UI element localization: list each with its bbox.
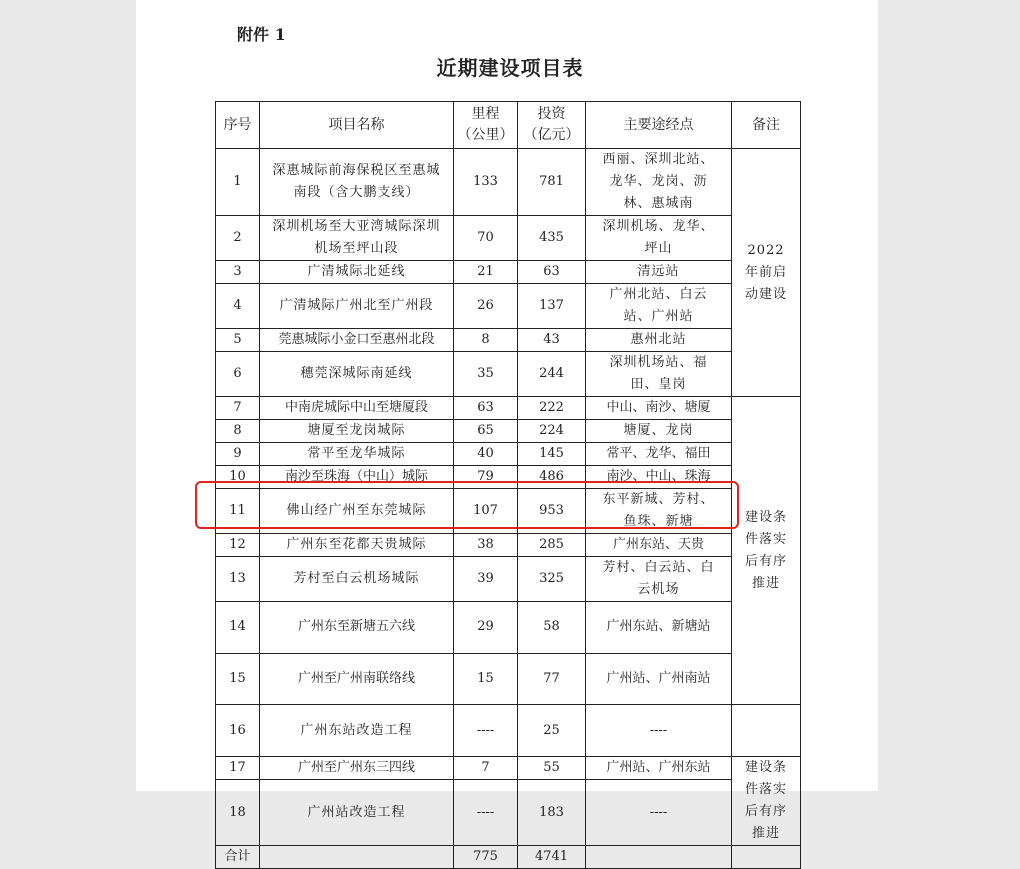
cell-name: 深圳机场至大亚湾城际深圳机场至坪山段 <box>260 216 454 261</box>
cell-name: 穗莞深城际南延线 <box>260 352 454 397</box>
table-row <box>216 653 801 705</box>
table-row <box>216 780 801 846</box>
table-row <box>216 757 801 780</box>
table-row <box>216 602 801 654</box>
cell-mileage: 38 <box>454 534 518 557</box>
total-mileage: 775 <box>454 846 518 869</box>
table-row <box>216 284 801 329</box>
cell-seq: 2 <box>216 216 260 261</box>
cell-seq: 14 <box>216 602 260 654</box>
table-row <box>216 397 801 420</box>
cell-name: 广州至广州南联络线 <box>260 653 454 705</box>
table-row-highlighted <box>216 489 801 534</box>
cell-seq: 11 <box>216 489 260 534</box>
cell-name: 塘厦至龙岗城际 <box>260 420 454 443</box>
cell-points: 广州东站、新塘站 <box>586 602 732 654</box>
cell-mileage: 26 <box>454 284 518 329</box>
cell-mileage: ---- <box>454 780 518 846</box>
cell-investment: 55 <box>518 757 586 780</box>
cell-name: 广州东至新塘五六线 <box>260 602 454 654</box>
cell-points: 广州东站、天贵 <box>586 534 732 557</box>
cell-points: 广州站、广州东站 <box>586 757 732 780</box>
cell-investment: 435 <box>518 216 586 261</box>
table-row <box>216 149 801 216</box>
cell-mileage: 79 <box>454 466 518 489</box>
cell-mileage: 133 <box>454 149 518 216</box>
table-row <box>216 261 801 284</box>
cell-investment: 244 <box>518 352 586 397</box>
cell-points: ---- <box>586 705 732 757</box>
cell-points: 深圳机场站、福田、皇岗 <box>586 352 732 397</box>
cell-points: 东平新城、芳村、鱼珠、新塘 <box>586 489 732 534</box>
cell-seq: 4 <box>216 284 260 329</box>
cell-seq: 7 <box>216 397 260 420</box>
cell-mileage: 15 <box>454 653 518 705</box>
cell-name: 广州东至花都天贵城际 <box>260 534 454 557</box>
cell-seq: 13 <box>216 557 260 602</box>
cell-investment: 63 <box>518 261 586 284</box>
header-seq: 序号 <box>216 102 260 149</box>
cell-remarks: 建设条件落实后有序推进 <box>732 397 801 705</box>
cell-investment: 224 <box>518 420 586 443</box>
cell-points: 惠州北站 <box>586 329 732 352</box>
cell-points: 常平、龙华、福田 <box>586 443 732 466</box>
cell-seq: 5 <box>216 329 260 352</box>
cell-name: 广清城际广州北至广州段 <box>260 284 454 329</box>
table-row <box>216 420 801 443</box>
attachment-label: 附件 1 <box>237 25 286 44</box>
table-row <box>216 216 801 261</box>
cell-investment: 77 <box>518 653 586 705</box>
table-row <box>216 329 801 352</box>
cell-empty <box>732 846 801 869</box>
cell-name: 广清城际北延线 <box>260 261 454 284</box>
cell-remarks: 建设条件落实后有序推进 <box>732 757 801 846</box>
cell-points: 中山、南沙、塘厦 <box>586 397 732 420</box>
cell-investment: 25 <box>518 705 586 757</box>
cell-investment: 58 <box>518 602 586 654</box>
cell-mileage: 63 <box>454 397 518 420</box>
cell-points: 芳村、白云站、白云机场 <box>586 557 732 602</box>
cell-investment: 953 <box>518 489 586 534</box>
cell-name: 常平至龙华城际 <box>260 443 454 466</box>
cell-mileage: 21 <box>454 261 518 284</box>
cell-name: 广州至广州东三四线 <box>260 757 454 780</box>
cell-mileage: 39 <box>454 557 518 602</box>
header-points: 主要途经点 <box>586 102 732 149</box>
header-remarks: 备注 <box>732 102 801 149</box>
cell-points: 广州站、广州南站 <box>586 653 732 705</box>
header-mileage: 里程 （公里） <box>454 102 518 149</box>
cell-seq: 17 <box>216 757 260 780</box>
project-table <box>215 101 801 869</box>
cell-investment: 137 <box>518 284 586 329</box>
cell-name: 广州站改造工程 <box>260 780 454 846</box>
cell-mileage: 65 <box>454 420 518 443</box>
cell-remarks: 2022 年前启动建设 <box>732 149 801 397</box>
cell-investment: 781 <box>518 149 586 216</box>
cell-points: 清远站 <box>586 261 732 284</box>
cell-seq: 8 <box>216 420 260 443</box>
table-header-row <box>216 102 801 149</box>
cell-points: 西丽、深圳北站、龙华、龙岗、沥林、惠城南 <box>586 149 732 216</box>
cell-investment: 486 <box>518 466 586 489</box>
cell-investment: 285 <box>518 534 586 557</box>
table-row <box>216 534 801 557</box>
table-total-row <box>216 846 801 869</box>
cell-mileage: 8 <box>454 329 518 352</box>
table-row <box>216 466 801 489</box>
cell-mileage: ---- <box>454 705 518 757</box>
cell-name: 中南虎城际中山至塘厦段 <box>260 397 454 420</box>
cell-mileage: 7 <box>454 757 518 780</box>
cell-mileage: 70 <box>454 216 518 261</box>
cell-investment: 43 <box>518 329 586 352</box>
cell-seq: 1 <box>216 149 260 216</box>
cell-points: 南沙、中山、珠海 <box>586 466 732 489</box>
table-row <box>216 705 801 757</box>
table-row <box>216 443 801 466</box>
cell-seq: 12 <box>216 534 260 557</box>
cell-investment: 183 <box>518 780 586 846</box>
cell-name: 佛山经广州至东莞城际 <box>260 489 454 534</box>
cell-seq: 16 <box>216 705 260 757</box>
cell-name: 深惠城际前海保税区至惠城南段（含大鹏支线） <box>260 149 454 216</box>
cell-empty <box>260 846 454 869</box>
cell-name: 芳村至白云机场城际 <box>260 557 454 602</box>
total-label: 合计 <box>216 846 260 869</box>
cell-seq: 15 <box>216 653 260 705</box>
cell-empty <box>586 846 732 869</box>
cell-investment: 222 <box>518 397 586 420</box>
cell-seq: 10 <box>216 466 260 489</box>
cell-seq: 18 <box>216 780 260 846</box>
cell-mileage: 29 <box>454 602 518 654</box>
cell-points: 塘厦、龙岗 <box>586 420 732 443</box>
table-row <box>216 557 801 602</box>
cell-investment: 325 <box>518 557 586 602</box>
cell-investment: 145 <box>518 443 586 466</box>
cell-seq: 6 <box>216 352 260 397</box>
table-row <box>216 352 801 397</box>
cell-seq: 3 <box>216 261 260 284</box>
cell-mileage: 40 <box>454 443 518 466</box>
total-investment: 4741 <box>518 846 586 869</box>
header-investment: 投资 （亿元） <box>518 102 586 149</box>
cell-points: ---- <box>586 780 732 846</box>
cell-mileage: 35 <box>454 352 518 397</box>
cell-name: 广州东站改造工程 <box>260 705 454 757</box>
cell-name: 莞惠城际小金口至惠州北段 <box>260 329 454 352</box>
cell-name: 南沙至珠海（中山）城际 <box>260 466 454 489</box>
cell-seq: 9 <box>216 443 260 466</box>
cell-points: 深圳机场、龙华、坪山 <box>586 216 732 261</box>
page-title: 近期建设项目表 <box>436 56 584 80</box>
cell-mileage: 107 <box>454 489 518 534</box>
header-name: 项目名称 <box>260 102 454 149</box>
cell-points: 广州北站、白云站、广州站 <box>586 284 732 329</box>
